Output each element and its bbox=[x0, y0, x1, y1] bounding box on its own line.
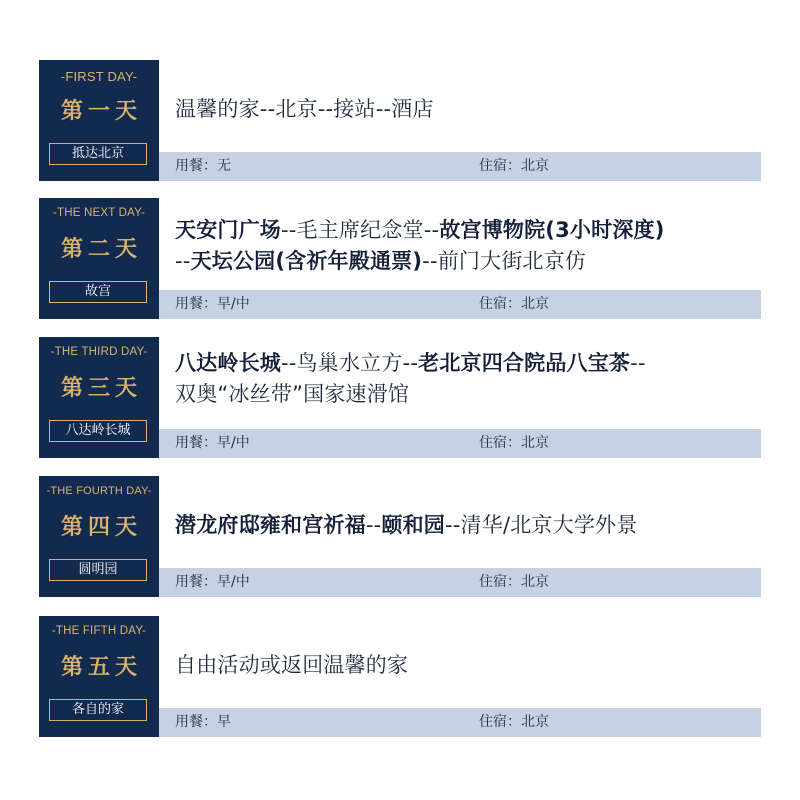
desc-segment: --毛主席纪念堂-- bbox=[281, 218, 440, 242]
day-english-label: -THE FIFTH DAY- bbox=[51, 625, 147, 637]
desc-segment-bold: 老北京四合院品八宝茶 bbox=[418, 351, 631, 375]
day-theme-box: 故宫 bbox=[49, 281, 147, 303]
day-card-5 bbox=[39, 616, 761, 737]
day-card-1 bbox=[39, 60, 761, 181]
itinerary-description bbox=[175, 348, 761, 410]
meal-info: 用餐：早/中 bbox=[175, 296, 250, 312]
day-english-label: -FIRST DAY- bbox=[60, 69, 138, 84]
meal-info: 用餐：早/中 bbox=[175, 435, 250, 451]
desc-segment-bold: 天安门广场 bbox=[175, 218, 281, 242]
itinerary-description bbox=[175, 215, 761, 277]
desc-line bbox=[175, 510, 761, 541]
desc-segment: -- bbox=[630, 351, 646, 375]
day-card-4 bbox=[39, 476, 761, 597]
day-english-label: -THE THIRD DAY- bbox=[50, 346, 148, 358]
lodging-info: 住宿：北京 bbox=[479, 296, 549, 312]
desc-segment: --前门大街北京仿 bbox=[422, 249, 587, 273]
day-theme-box: 八达岭长城 bbox=[49, 420, 147, 442]
desc-line bbox=[175, 246, 761, 277]
itinerary-description bbox=[175, 650, 761, 681]
lodging-info: 住宿：北京 bbox=[479, 574, 549, 590]
desc-line bbox=[175, 379, 761, 410]
day-english-label: -THE FOURTH DAY- bbox=[46, 485, 152, 497]
info-bar bbox=[159, 429, 761, 458]
desc-segment: -- bbox=[365, 513, 382, 537]
desc-segment-bold: 八达岭长城 bbox=[175, 351, 281, 375]
meal-info: 用餐：早/中 bbox=[175, 574, 250, 590]
day-badge bbox=[39, 616, 159, 737]
lodging-info: 住宿：北京 bbox=[479, 435, 549, 451]
desc-segment-bold: 故宫博物院(3小时深度) bbox=[439, 218, 665, 242]
info-bar bbox=[159, 708, 761, 737]
desc-segment: --清华/北京大学外景 bbox=[444, 513, 638, 537]
day-chinese-label: 第五天 bbox=[60, 655, 142, 680]
day-badge bbox=[39, 60, 159, 181]
desc-line bbox=[175, 348, 761, 379]
info-bar bbox=[159, 290, 761, 319]
day-chinese-label: 第四天 bbox=[60, 515, 142, 540]
desc-segment-bold: 天坛公园(含祈年殿通票) bbox=[190, 249, 423, 273]
desc-segment-bold: 潜龙府邸雍和宫祈福 bbox=[175, 513, 366, 537]
meal-info: 用餐：无 bbox=[175, 158, 231, 174]
itinerary-description bbox=[175, 510, 761, 541]
info-bar bbox=[159, 568, 761, 597]
day-card-2 bbox=[39, 198, 761, 319]
desc-segment: 温馨的家--北京--接站--酒店 bbox=[175, 97, 434, 121]
itinerary-description bbox=[175, 94, 761, 125]
desc-line bbox=[175, 94, 761, 125]
day-theme-box: 圆明园 bbox=[49, 559, 147, 581]
lodging-info: 住宿：北京 bbox=[479, 714, 549, 730]
desc-segment: 自由活动或返回温馨的家 bbox=[175, 653, 409, 677]
day-chinese-label: 第三天 bbox=[60, 376, 142, 401]
desc-segment: --鸟巢水立方-- bbox=[281, 351, 419, 375]
day-chinese-label: 第一天 bbox=[60, 99, 142, 124]
desc-line bbox=[175, 650, 761, 681]
day-theme-box: 抵达北京 bbox=[49, 143, 147, 165]
desc-segment-bold: 颐和园 bbox=[381, 513, 445, 537]
day-english-label: -THE NEXT DAY- bbox=[52, 207, 146, 219]
desc-line bbox=[175, 215, 761, 246]
meal-info: 用餐：早 bbox=[175, 714, 231, 730]
desc-segment: 双奥“冰丝带”国家速滑馆 bbox=[175, 382, 410, 406]
day-badge bbox=[39, 198, 159, 319]
day-badge bbox=[39, 476, 159, 597]
lodging-info: 住宿：北京 bbox=[479, 158, 549, 174]
desc-segment: -- bbox=[175, 249, 191, 273]
day-badge bbox=[39, 337, 159, 458]
day-theme-box: 各自的家 bbox=[49, 699, 147, 721]
day-card-3 bbox=[39, 337, 761, 458]
day-chinese-label: 第二天 bbox=[60, 237, 142, 262]
info-bar bbox=[159, 152, 761, 181]
